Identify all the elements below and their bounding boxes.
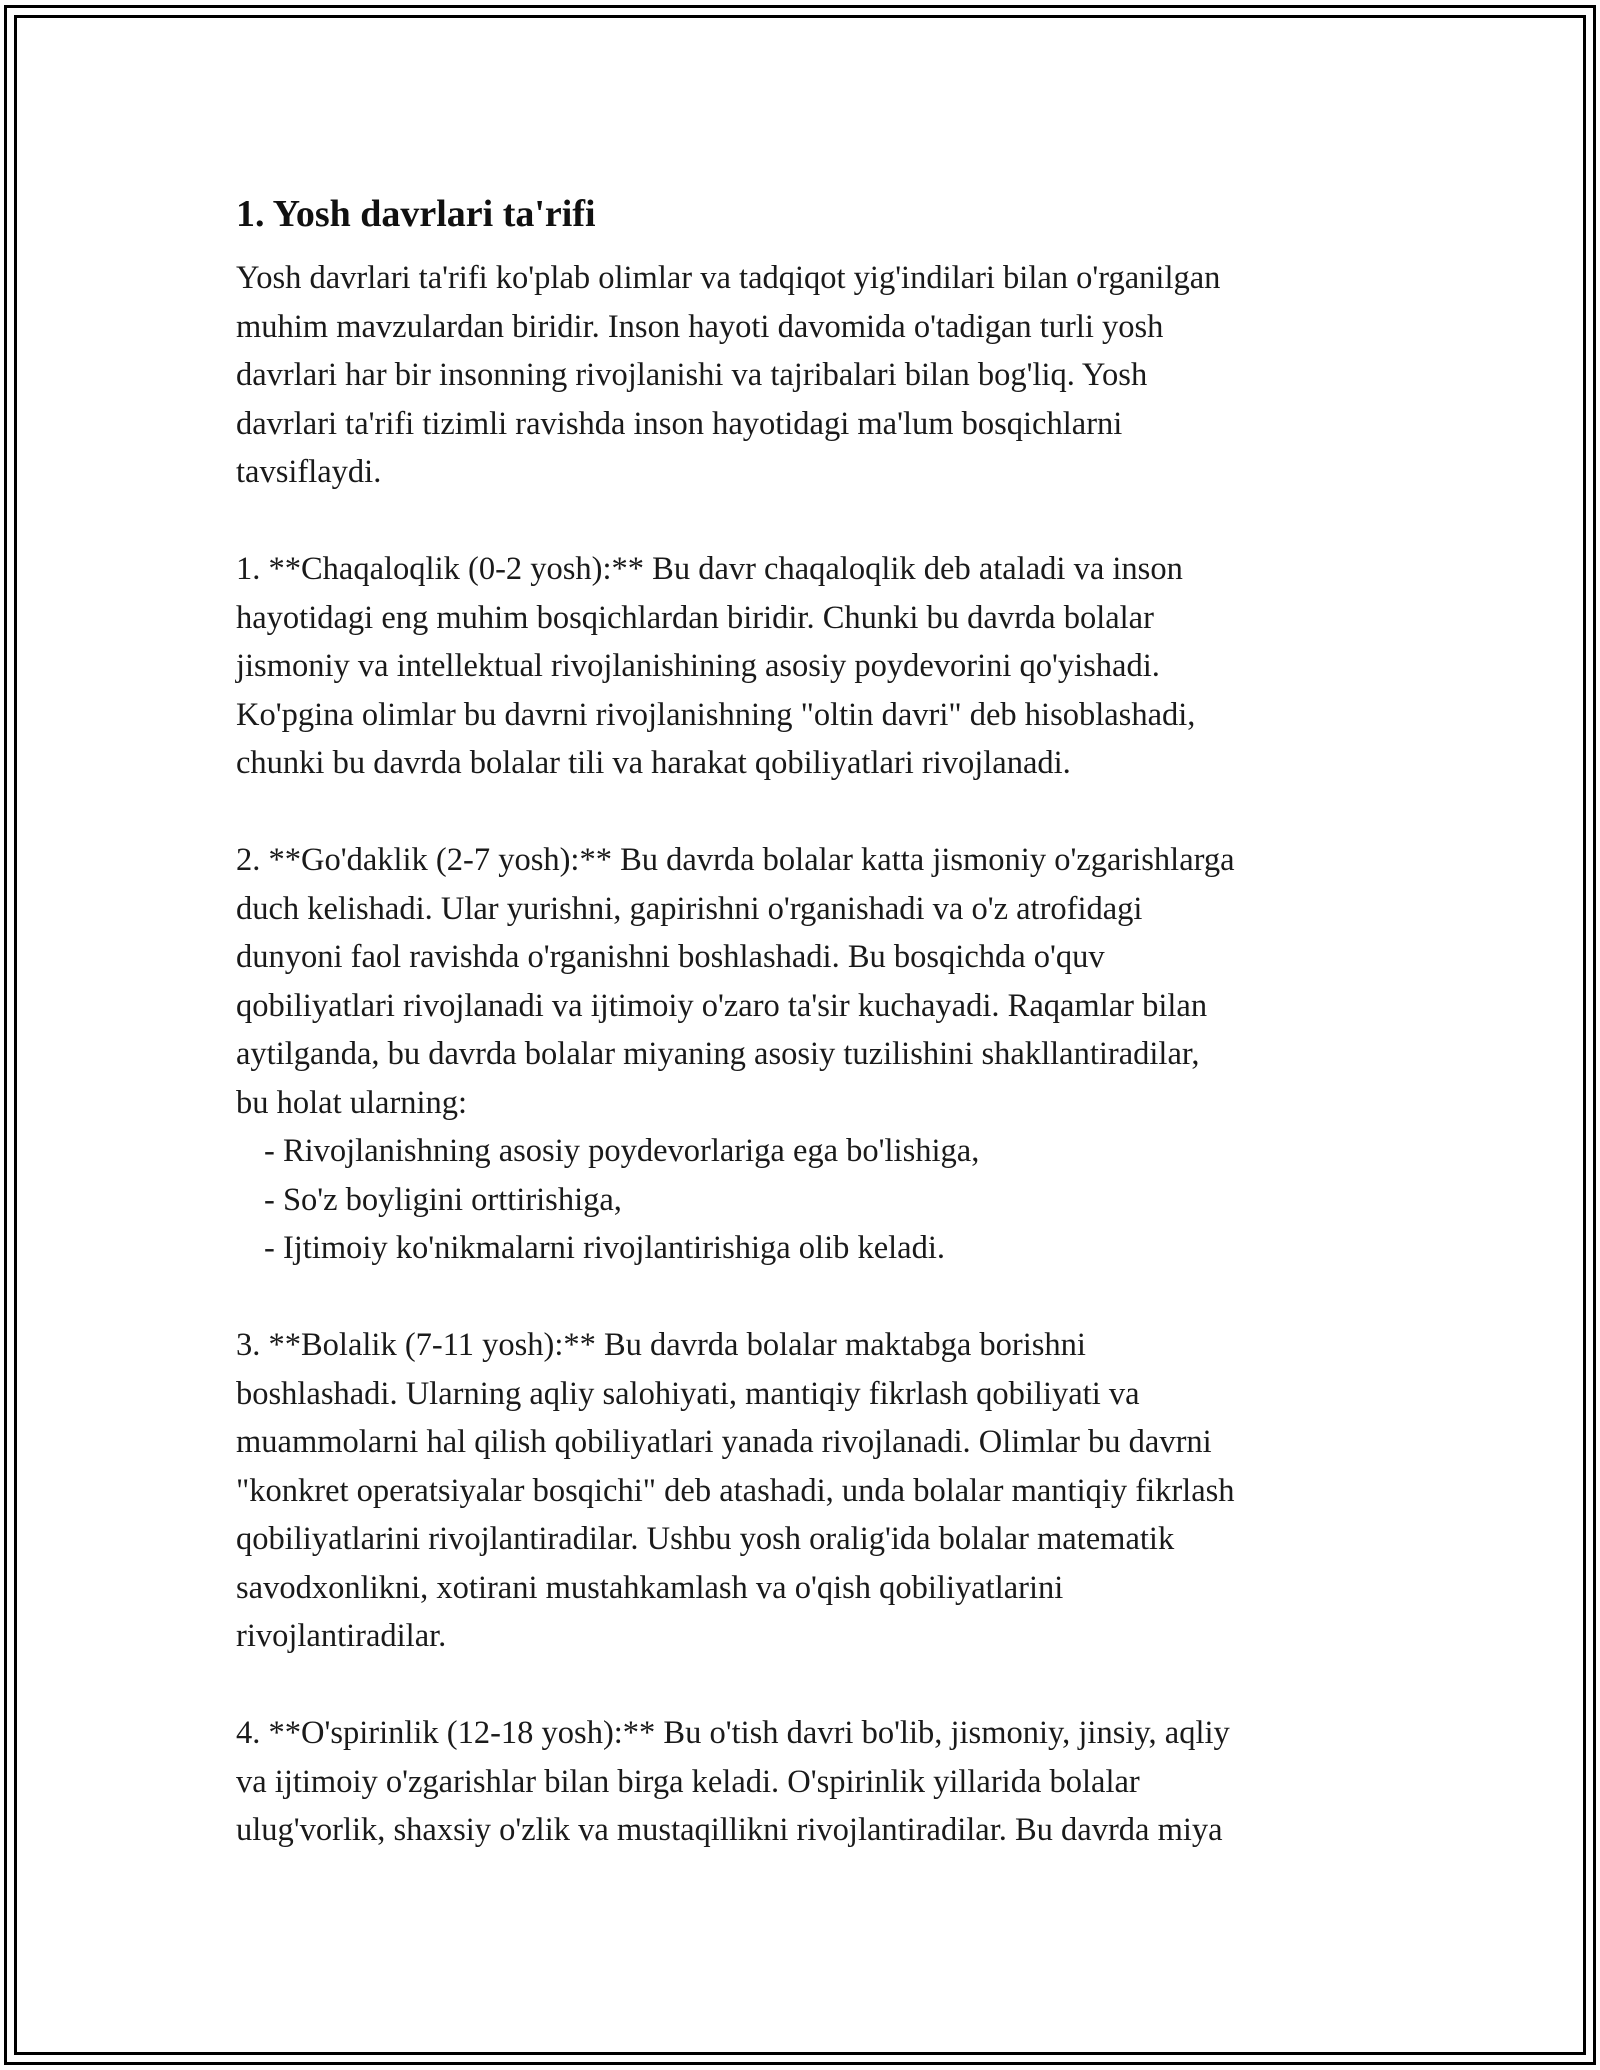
list-item: - Ijtimoiy ko'nikmalarni rivojlantirishiga olib keladi. xyxy=(264,1230,946,1266)
paragraph-bolalik xyxy=(236,1321,1416,1661)
text-line: aytilganda, bu davrda bolalar miyaning asosiy tuzilishini shakllantiradilar, xyxy=(236,1036,1200,1072)
text-line: 3. **Bolalik (7-11 yosh):** Bu davrda bolalar maktabga borishni xyxy=(236,1327,1086,1363)
text-line: boshlashadi. Ularning aqliy salohiyati, mantiqiy fikrlash qobiliyati va xyxy=(236,1375,1140,1412)
text-line: Ko'pgina olimlar bu davrni rivojlanishning "oltin davri" deb hisoblashadi, xyxy=(236,696,1196,733)
text-line: ulug'vorlik, shaxsiy o'zlik va mustaqillikni rivojlantiradilar. Bu davrda miya xyxy=(236,1812,1223,1848)
text-line: qobiliyatlarini rivojlantiradilar. Ushbu yosh oralig'ida bolalar matematik xyxy=(236,1521,1175,1557)
text-line: 4. **O'spirinlik (12-18 yosh):** Bu o'tish davri bo'lib, jismoniy, jinsiy, aqliy xyxy=(236,1715,1230,1751)
text-line: qobiliyatlari rivojlanadi va ijtimoiy o'zaro ta'sir kuchayadi. Raqamlar bilan xyxy=(236,987,1208,1024)
text-line: rivojlantiradilar. xyxy=(236,1618,447,1654)
paragraph-godaklik xyxy=(236,836,1416,1273)
text-line: dunyoni faol ravishda o'rganishni boshlashadi. Bu bosqichda o'quv xyxy=(236,939,1105,975)
document-body xyxy=(236,186,1416,1903)
text-line: "konkret operatsiyalar bosqichi" deb atashadi, unda bolalar mantiqiy fikrlash xyxy=(236,1472,1235,1509)
paragraph-chaqaloqlik xyxy=(236,545,1416,788)
text-line: duch kelishadi. Ular yurishni, gapirishni o'rganishadi va o'z atrofidagi xyxy=(236,890,1143,927)
text-line: muhim mavzulardan biridir. Inson hayoti davomida o'tadigan turli yosh xyxy=(236,308,1164,345)
text-line: davrlari har bir insonning rivojlanishi va tajribalari bilan bog'liq. Yosh xyxy=(236,357,1148,393)
text-line: jismoniy va intellektual rivojlanishining asosiy poydevorini qo'yishadi. xyxy=(236,648,1160,684)
text-line: 1. **Chaqaloqlik (0-2 yosh):** Bu davr chaqaloqlik deb ataladi va inson xyxy=(236,551,1183,587)
text-line: savodxonlikni, xotirani mustahkamlash va o'qish qobiliyatlarini xyxy=(236,1569,1064,1606)
text-line: tavsiflaydi. xyxy=(236,454,382,490)
text-line: hayotidagi eng muhim bosqichlardan biridir. Chunki bu davrda bolalar xyxy=(236,599,1154,636)
list-item: - So'z boyligini orttirishiga, xyxy=(264,1181,622,1218)
text-line: 2. **Go'daklik (2-7 yosh):** Bu davrda bolalar katta jismoniy o'zgarishlarga xyxy=(236,842,1235,878)
text-line: Yosh davrlari ta'rifi ko'plab olimlar va tadqiqot yig'indilari bilan o'rganilgan xyxy=(236,260,1221,296)
text-line: bu holat ularning: xyxy=(236,1084,468,1121)
text-line: va ijtimoiy o'zgarishlar bilan birga keladi. O'spirinlik yillarida bolalar xyxy=(236,1763,1140,1800)
intro-paragraph xyxy=(236,254,1416,497)
text-line: davrlari ta'rifi tizimli ravishda inson hayotidagi ma'lum bosqichlarni xyxy=(236,405,1123,442)
text-line: muammolarni hal qilish qobiliyatlari yanada rivojlanadi. Olimlar bu davrni xyxy=(236,1424,1212,1460)
list-item: - Rivojlanishning asosiy poydevorlariga ega bo'lishiga, xyxy=(264,1133,980,1169)
text-line: chunki bu davrda bolalar tili va harakat qobiliyatlari rivojlanadi. xyxy=(236,745,1071,781)
paragraph-ospirinlik xyxy=(236,1709,1416,1855)
section-title: 1. Yosh davrlari ta'rifi xyxy=(236,193,596,235)
